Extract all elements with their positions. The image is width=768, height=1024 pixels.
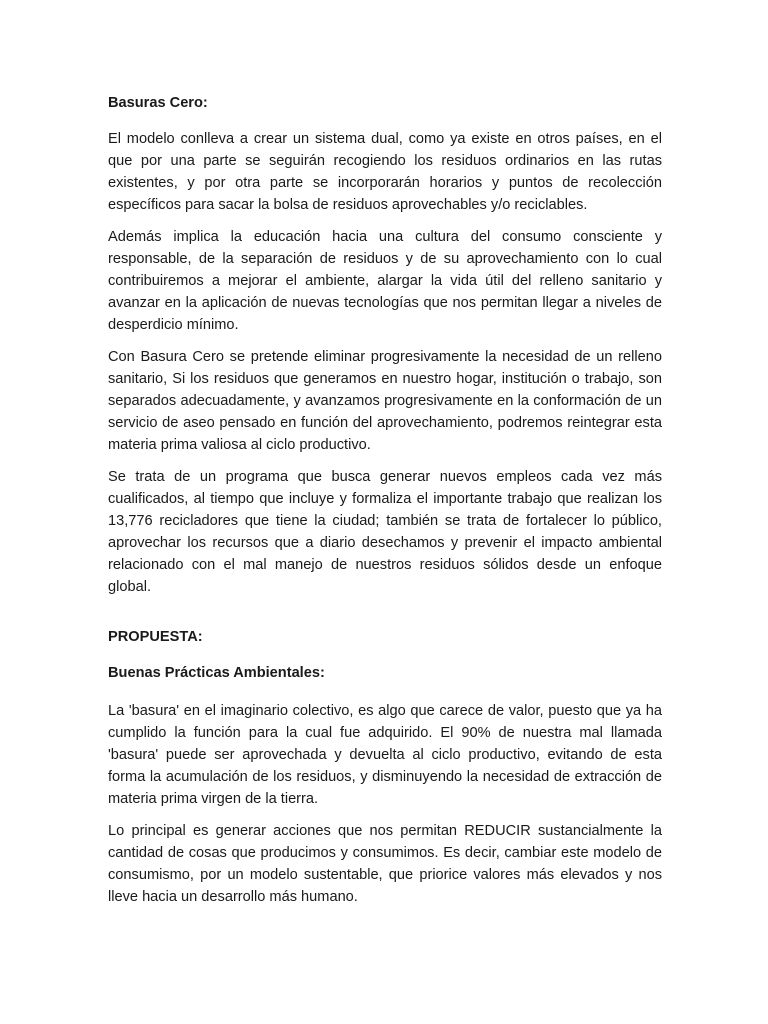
document-page <box>108 92 662 908</box>
section-heading-buenas-practicas: Buenas Prácticas Ambientales: <box>108 665 325 681</box>
paragraph-educacion: Además implica la educación hacia una cultura del consumo consciente y responsable, de la separación de residuos y de su aprovechamiento con lo cual contribuiremos a mejorar el ambiente, alargar la vida útil del relleno sanitario y avanzar en la aplicación de nuevas tecnologías que nos permitan llegar a niveles de desperdicio mínimo. <box>108 229 662 333</box>
paragraph-modelo-dual: El modelo conlleva a crear un sistema dual, como ya existe en otros países, en el que por una parte se seguirán recogiendo los residuos ordinarios en las rutas existentes, y por otra parte se incorporarán horarios y puntos de recolección específicos para sacar la bolsa de residuos aprovechables y/o reciclables. <box>108 131 662 213</box>
paragraph-reducir: Lo principal es generar acciones que nos permitan REDUCIR sustancialmente la cantidad de cosas que producimos y consumimos. Es decir, cambiar este modelo de consumismo, por un modelo sustentable, que priorice valores más elevados y nos lleve hacia un desarrollo más humano. <box>108 823 662 905</box>
section-heading-propuesta: PROPUESTA: <box>108 629 203 645</box>
section-heading-basuras-cero: Basuras Cero: <box>108 95 208 111</box>
paragraph-programa-empleos: Se trata de un programa que busca generar nuevos empleos cada vez más cualificados, al tiempo que incluye y formaliza el importante trabajo que realizan los 13,776 recicladores que tiene la ciudad; también se trata de fortalecer lo público, aprovechar los recursos que a diario desechamos y prevenir el impacto ambiental relacionado con el mal manejo de nuestros residuos sólidos desde un enfoque global. <box>108 469 662 595</box>
paragraph-basura-cero: Con Basura Cero se pretende eliminar progresivamente la necesidad de un relleno sanitario, Si los residuos que generamos en nuestro hogar, institución o trabajo, son separados adecuadamente, y avanzamos progresivamente en la conformación de un servicio de aseo pensado en función del aprovechamiento, podremos reintegrar esta materia prima valiosa al ciclo productivo. <box>108 349 662 453</box>
paragraph-basura-imaginario: La 'basura' en el imaginario colectivo, es algo que carece de valor, puesto que ya ha cumplido la función para la cual fue adquirido. El 90% de nuestra mal llamada 'basura' puede ser aprovechada y devuelta al ciclo productivo, evitando de esta forma la acumulación de los residuos, y disminuyendo la necesidad de extracción de materia prima virgen de la tierra. <box>108 703 662 807</box>
